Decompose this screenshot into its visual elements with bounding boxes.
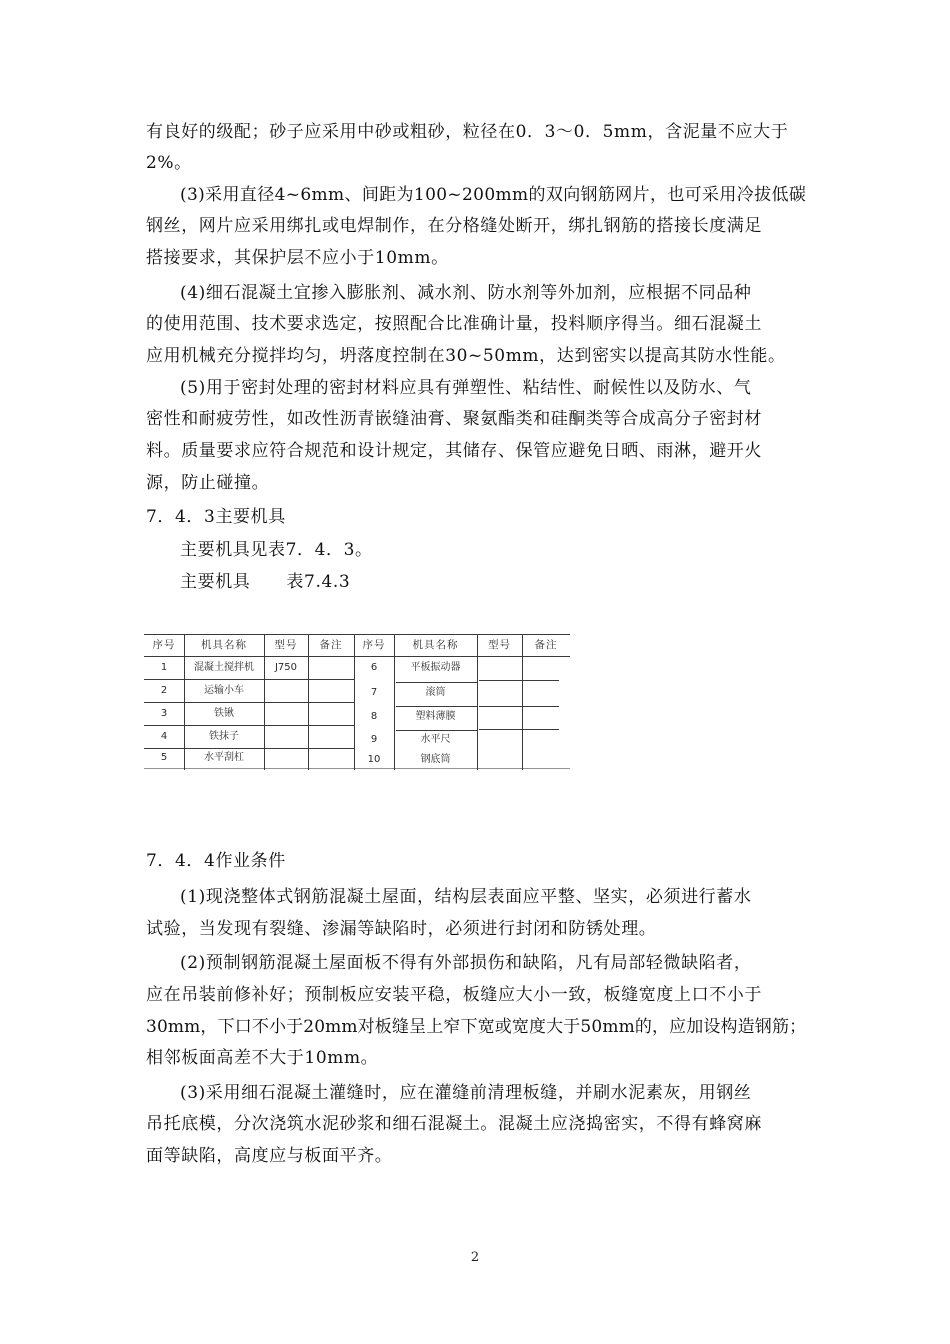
table-cell: 3 xyxy=(160,708,168,719)
paragraph-line: 的使用范围、技术要求选定，按照配合比准确计量，投料顺序得当。细石混凝土 xyxy=(146,314,762,334)
col-header: 机具名称 xyxy=(201,639,247,651)
paragraph-line: 吊托底模，分次浇筑水泥砂浆和细石混凝土。混凝土应浇捣密实，不得有蜂窝麻 xyxy=(146,1114,762,1134)
col-header: 备注 xyxy=(319,639,343,651)
table-cell: 7 xyxy=(370,687,378,698)
paragraph-line: (2)预制钢筋混凝土屋面板不得有外部损伤和缺陷，凡有局部轻微缺陷者， xyxy=(180,953,752,973)
paragraph-line: 主要机具见表7．4．3。 xyxy=(180,540,373,560)
col-header: 备注 xyxy=(534,639,558,651)
table-cell: 铁抹子 xyxy=(209,731,239,742)
paragraph-line: 应用机械充分搅拌均匀，坍落度控制在30~50mm，达到密实以提高其防水性能。 xyxy=(146,346,786,366)
table-cell: 运输小车 xyxy=(204,685,244,696)
table-caption: 主要机具 表7.4.3 xyxy=(180,572,351,592)
section-heading: 7．4．3主要机具 xyxy=(146,507,286,527)
paragraph-line: 搭接要求，其保护层不应小于10mm。 xyxy=(146,248,449,268)
table-cell: 塑料薄膜 xyxy=(415,711,456,722)
table-cell: 8 xyxy=(370,711,378,722)
table-cell: 9 xyxy=(370,734,378,745)
table-cell: 滚筒 xyxy=(425,687,446,698)
paragraph-line: 应在吊装前修补好；预制板应安装平稳，板缝应大小一致，板缝宽度上口不小于 xyxy=(146,985,762,1005)
table-cell: J750 xyxy=(274,662,298,673)
table-cell: 1 xyxy=(160,662,168,673)
col-header: 型号 xyxy=(488,639,511,651)
col-header: 机具名称 xyxy=(412,639,459,651)
table-cell: 钢底筒 xyxy=(420,754,451,765)
col-header: 型号 xyxy=(274,639,298,651)
col-header: 序号 xyxy=(152,639,176,651)
paragraph-line: 源，防止碰撞。 xyxy=(146,473,270,493)
paragraph-line: (1)现浇整体式钢筋混凝土屋面，结构层表面应平整、坚实，必须进行蓄水 xyxy=(180,887,752,907)
paragraph-line: 有良好的级配；砂子应采用中砂或粗砂，粒径在0．3～0．5mm，含泥量不应大于 xyxy=(146,122,789,142)
paragraph-line: (5)用于密封处理的密封材料应具有弹塑性、粘结性、耐候性以及防水、气 xyxy=(180,378,752,398)
paragraph-line: 密性和耐疲劳性，如改性沥青嵌缝油膏、聚氨酯类和硅酮类等合成高分子密封材 xyxy=(146,409,762,429)
paragraph-line: 钢丝，网片应采用绑扎或电焊制作，在分格缝处断开，绑扎钢筋的搭接长度满足 xyxy=(146,216,762,236)
col-header: 序号 xyxy=(362,639,386,651)
paragraph-line: (3)采用细石混凝土灌缝时，应在灌缝前清理板缝，并刷水泥素灰，用钢丝 xyxy=(180,1083,752,1103)
table-cell: 4 xyxy=(160,731,168,742)
table-cell: 铁锹 xyxy=(214,708,234,719)
paragraph-line: 2%。 xyxy=(146,153,192,173)
paragraph-line: 料。质量要求应符合规范和设计规定，其储存、保管应避免日晒、雨淋，避开火 xyxy=(146,441,762,461)
paragraph-line: 面等缺陷，高度应与板面平齐。 xyxy=(146,1146,393,1166)
table-cell: 平板振动器 xyxy=(410,662,461,673)
paragraph-line: 相邻板面高差不大于10mm。 xyxy=(146,1048,379,1068)
table-cell: 10 xyxy=(367,754,381,765)
paragraph-line: 试验，当发现有裂缝、渗漏等缺陷时，必须进行封闭和防锈处理。 xyxy=(146,919,657,939)
table-cell: 5 xyxy=(160,752,168,763)
paragraph-line: 30mm，下口不小于20mm对板缝呈上窄下宽或宽度大于50mm的，应加设构造钢筋； xyxy=(146,1017,807,1037)
paragraph-line: (4)细石混凝土宜掺入膨胀剂、减水剂、防水剂等外加剂，应根据不同品种 xyxy=(180,283,752,303)
equipment-table xyxy=(144,634,570,772)
section-heading: 7．4．4作业条件 xyxy=(146,851,286,871)
table-cell: 混凝土搅拌机 xyxy=(194,662,254,673)
table-cell: 水平尺 xyxy=(420,734,451,745)
page-number: 2 xyxy=(470,1250,480,1265)
table-cell: 2 xyxy=(160,685,168,696)
table-cell: 水平刮杠 xyxy=(204,752,244,763)
paragraph-line: (3)采用直径4~6mm、间距为100~200mm的双向钢筋网片，也可采用冷拔低碳 xyxy=(180,185,807,205)
table-cell: 6 xyxy=(370,662,378,673)
